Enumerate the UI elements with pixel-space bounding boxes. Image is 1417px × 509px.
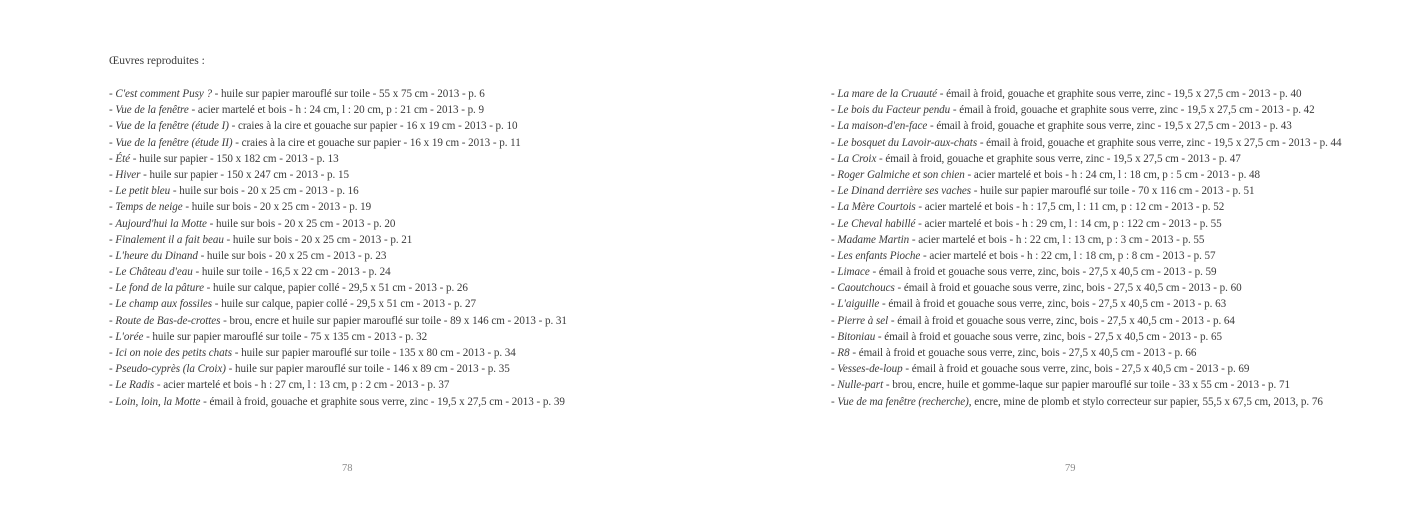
work-details: - émail à froid, gouache et graphite sous verre, zinc - 19,5 x 27,5 cm - 2013 - p. 39 <box>200 395 565 408</box>
list-bullet: - <box>109 120 116 133</box>
list-item <box>831 102 1342 118</box>
list-item <box>109 151 567 167</box>
work-title: L'heure du Dinand <box>115 249 198 262</box>
work-title: Le fond de la pâture <box>115 282 204 295</box>
work-title: Vue de la fenêtre (étude I) <box>115 120 229 133</box>
work-details: - émail à froid et gouache sous verre, zinc, bois - 27,5 x 40,5 cm - 2013 - p. 69 <box>902 363 1250 376</box>
list-bullet: - <box>831 363 838 376</box>
work-title: C'est comment Pusy ? <box>115 88 212 100</box>
list-bullet: - <box>109 282 116 295</box>
list-bullet: - <box>109 185 116 198</box>
work-title: Caoutchoucs <box>837 282 895 295</box>
work-title: Pseudo-cyprès (la Croix) <box>115 363 226 376</box>
list-item <box>109 296 567 312</box>
work-details: - émail à froid, gouache et graphite sous verre, zinc - 19,5 x 27,5 cm - 2013 - p. 42 <box>950 104 1315 117</box>
work-title: Bitoniau <box>837 330 876 343</box>
work-title: Finalement il a fait beau <box>115 233 224 246</box>
work-details: - émail à froid et gouache sous verre, zinc, bois - 27,5 x 40,5 cm - 2013 - p. 59 <box>869 266 1217 279</box>
left-page <box>0 0 708 509</box>
list-bullet: - <box>109 330 116 343</box>
list-item <box>109 394 567 410</box>
list-bullet: - <box>109 201 116 214</box>
list-bullet: - <box>831 314 838 327</box>
work-details: - brou, encre et huile sur papier marouflé sur toile - 89 x 146 cm - 2013 - p. 31 <box>220 314 567 327</box>
work-title: Limace <box>837 266 870 279</box>
right-page <box>708 0 1417 509</box>
work-details: - émail à froid, gouache et graphite sous verre, zinc - 19,5 x 27,5 cm - 2013 - p. 44 <box>977 136 1342 149</box>
list-item <box>831 361 1342 377</box>
list-bullet: - <box>831 330 838 343</box>
page-number-right: 79 <box>1065 463 1076 474</box>
list-item <box>831 232 1342 248</box>
work-title: Les enfants Pioche <box>837 249 921 262</box>
list-bullet: - <box>109 395 116 408</box>
work-details: - huile sur bois - 20 x 25 cm - 2013 - p. 19 <box>182 201 372 214</box>
list-bullet: - <box>831 217 838 230</box>
work-title: Le Dinand derrière ses vaches <box>837 185 972 198</box>
work-title: Vesses-de-loup <box>837 363 903 376</box>
list-bullet: - <box>109 152 116 165</box>
page-number-left: 78 <box>342 463 353 474</box>
list-bullet: - <box>109 168 116 181</box>
list-item <box>109 280 567 296</box>
list-bullet: - <box>831 298 838 311</box>
list-item <box>831 118 1342 134</box>
list-bullet: - <box>109 298 116 311</box>
work-title: Pierre à sel <box>837 314 889 327</box>
work-details: - émail à froid et gouache sous verre, zinc, bois - 27,5 x 40,5 cm - 2013 - p. 64 <box>888 314 1235 327</box>
list-item <box>831 345 1342 361</box>
work-details: - huile sur bois - 20 x 25 cm - 2013 - p. 20 <box>206 217 396 230</box>
work-details: - huile sur calque, papier collé - 29,5 x 51 cm - 2013 - p. 26 <box>203 282 468 295</box>
work-title: Hiver <box>115 168 141 181</box>
list-bullet: - <box>831 88 838 100</box>
work-details: - acier martelé et bois - h : 27 cm, l : 13 cm, p : 2 cm - 2013 - p. 37 <box>154 379 450 392</box>
work-title: Nulle-part <box>837 379 884 392</box>
work-title: Temps de neige <box>115 201 183 214</box>
list-item <box>831 183 1342 199</box>
list-item <box>109 377 567 393</box>
work-details: - huile sur papier marouflé sur toile - 135 x 80 cm - 2013 - p. 34 <box>231 347 516 359</box>
list-bullet: - <box>831 282 838 295</box>
work-title: Le bois du Facteur pendu <box>837 104 951 117</box>
work-title: La maison-d'en-face <box>837 120 928 133</box>
work-details: - acier martelé et bois - h : 17,5 cm, l : 11 cm, p : 12 cm - 2013 - p. 52 <box>915 201 1225 214</box>
work-title: La Mère Courtois <box>837 201 916 214</box>
work-details: - émail à froid et gouache sous verre, zinc, bois - 27,5 x 40,5 cm - 2013 - p. 66 <box>849 347 1197 359</box>
work-details: , encre, mine de plomb et stylo correcteur sur papier, 55,5 x 67,5 cm, 2013, p. 76 <box>968 395 1323 408</box>
list-bullet: - <box>831 152 838 165</box>
work-details: - huile sur papier marouflé sur toile - 55 x 75 cm - 2013 - p. 6 <box>211 88 485 100</box>
list-item <box>109 135 567 151</box>
section-heading: Œuvres reproduites : <box>109 55 205 67</box>
list-item <box>831 264 1342 280</box>
work-title: Route de Bas-de-crottes <box>115 314 221 327</box>
list-item <box>831 329 1342 345</box>
list-item <box>831 86 1342 102</box>
list-item <box>831 296 1342 312</box>
work-title: Ici on noie des petits chats <box>115 347 232 359</box>
work-title: L'orée <box>115 330 144 343</box>
work-details: - acier martelé et bois - h : 29 cm, l : 14 cm, p : 122 cm - 2013 - p. 55 <box>915 217 1222 230</box>
work-details: - émail à froid, gouache et graphite sous verre, zinc - 19,5 x 27,5 cm - 2013 - p. 43 <box>927 120 1292 133</box>
list-item <box>109 183 567 199</box>
list-item <box>831 151 1342 167</box>
list-item <box>109 248 567 264</box>
works-list-right <box>831 86 1342 410</box>
list-item <box>831 394 1342 410</box>
list-item <box>109 264 567 280</box>
work-details: - huile sur bois - 20 x 25 cm - 2013 - p. 21 <box>223 233 413 246</box>
works-list-left <box>109 86 567 410</box>
list-bullet: - <box>109 136 116 149</box>
list-bullet: - <box>831 379 838 392</box>
work-details: - acier martelé et bois - h : 22 cm, l : 13 cm, p : 3 cm - 2013 - p. 55 <box>909 233 1205 246</box>
list-bullet: - <box>831 266 838 279</box>
list-bullet: - <box>109 379 116 392</box>
work-details: - huile sur papier - 150 x 182 cm - 2013 - p. 13 <box>130 152 339 165</box>
work-title: Roger Galmiche et son chien <box>837 168 965 181</box>
work-title: Le bosquet du Lavoir-aux-chats <box>837 136 978 149</box>
work-title: La Croix <box>837 152 877 165</box>
list-bullet: - <box>109 347 116 359</box>
work-details: - huile sur toile - 16,5 x 22 cm - 2013 - p. 24 <box>192 266 391 279</box>
list-item <box>109 345 567 361</box>
work-details: - émail à froid, gouache et graphite sous verre, zinc - 19,5 x 27,5 cm - 2013 - p. 40 <box>937 88 1302 100</box>
list-bullet: - <box>831 201 838 214</box>
work-title: Loin, loin, la Motte <box>115 395 201 408</box>
list-item <box>109 232 567 248</box>
work-title: Le Radis <box>115 379 155 392</box>
list-bullet: - <box>831 395 838 408</box>
list-bullet: - <box>831 347 838 359</box>
list-item <box>109 361 567 377</box>
work-details: - craies à la cire et gouache sur papier - 16 x 19 cm - 2013 - p. 11 <box>232 136 521 149</box>
list-item <box>109 216 567 232</box>
list-bullet: - <box>831 120 838 133</box>
work-title: L'aiguille <box>837 298 880 311</box>
list-bullet: - <box>109 217 116 230</box>
list-bullet: - <box>831 104 838 117</box>
work-details: - huile sur papier marouflé sur toile - 75 x 135 cm - 2013 - p. 32 <box>143 330 428 343</box>
list-bullet: - <box>831 185 838 198</box>
list-item <box>109 199 567 215</box>
list-item <box>831 135 1342 151</box>
list-bullet: - <box>831 233 838 246</box>
work-details: - huile sur papier - 150 x 247 cm - 2013 - p. 15 <box>140 168 349 181</box>
list-bullet: - <box>109 314 116 327</box>
work-title: Le petit bleu <box>115 185 171 198</box>
work-details: - émail à froid, gouache et graphite sous verre, zinc - 19,5 x 27,5 cm - 2013 - p. 47 <box>876 152 1241 165</box>
list-item <box>831 248 1342 264</box>
work-details: - émail à froid et gouache sous verre, zinc, bois - 27,5 x 40,5 cm - 2013 - p. 65 <box>875 330 1222 343</box>
list-item <box>831 167 1342 183</box>
work-details: - brou, encre, huile et gomme-laque sur papier marouflé sur toile - 33 x 55 cm - 2013 - p. 71 <box>883 379 1290 392</box>
work-details: - acier martelé et bois - h : 22 cm, l : 18 cm, p : 8 cm - 2013 - p. 57 <box>920 249 1216 262</box>
list-bullet: - <box>831 136 838 149</box>
list-bullet: - <box>109 363 116 376</box>
work-title: Vue de la fenêtre <box>115 104 189 117</box>
work-title: Le Cheval habillé <box>837 217 916 230</box>
work-details: - huile sur bois - 20 x 25 cm - 2013 - p. 23 <box>197 249 387 262</box>
work-details: - huile sur papier marouflé sur toile - 146 x 89 cm - 2013 - p. 35 <box>225 363 510 376</box>
work-details: - émail à froid et gouache sous verre, zinc, bois - 27,5 x 40,5 cm - 2013 - p. 63 <box>879 298 1227 311</box>
list-bullet: - <box>109 104 116 117</box>
work-title: R8 <box>837 347 850 359</box>
list-bullet: - <box>109 266 116 279</box>
work-title: La mare de la Cruauté <box>837 88 937 100</box>
work-details: - huile sur papier marouflé sur toile - 70 x 116 cm - 2013 - p. 51 <box>971 185 1255 198</box>
work-details: - émail à froid et gouache sous verre, zinc, bois - 27,5 x 40,5 cm - 2013 - p. 60 <box>894 282 1242 295</box>
work-title: Le Château d'eau <box>115 266 193 279</box>
list-item <box>831 280 1342 296</box>
work-title: Vue de ma fenêtre (recherche) <box>837 395 969 408</box>
list-item <box>109 329 567 345</box>
list-bullet: - <box>109 233 116 246</box>
list-item <box>109 86 567 102</box>
work-title: Madame Martin <box>837 233 910 246</box>
list-item <box>831 216 1342 232</box>
list-bullet: - <box>109 88 116 100</box>
list-item <box>831 377 1342 393</box>
work-title: Vue de la fenêtre (étude II) <box>115 136 233 149</box>
list-item <box>831 313 1342 329</box>
list-item <box>831 199 1342 215</box>
work-details: - acier martelé et bois - h : 24 cm, l : 20 cm, p : 21 cm - 2013 - p. 9 <box>188 104 485 117</box>
work-title: Été <box>115 152 131 165</box>
work-details: - craies à la cire et gouache sur papier - 16 x 19 cm - 2013 - p. 10 <box>228 120 518 133</box>
list-item <box>109 167 567 183</box>
list-item <box>109 102 567 118</box>
list-bullet: - <box>831 168 838 181</box>
work-details: - acier martelé et bois - h : 24 cm, l : 18 cm, p : 5 cm - 2013 - p. 48 <box>964 168 1261 181</box>
work-details: - huile sur bois - 20 x 25 cm - 2013 - p. 16 <box>170 185 359 198</box>
list-bullet: - <box>831 249 838 262</box>
work-title: Aujourd'hui la Motte <box>115 217 207 230</box>
work-details: - huile sur calque, papier collé - 29,5 x 51 cm - 2013 - p. 27 <box>212 298 476 311</box>
list-item <box>109 118 567 134</box>
work-title: Le champ aux fossiles <box>115 298 213 311</box>
list-item <box>109 313 567 329</box>
list-bullet: - <box>109 249 116 262</box>
